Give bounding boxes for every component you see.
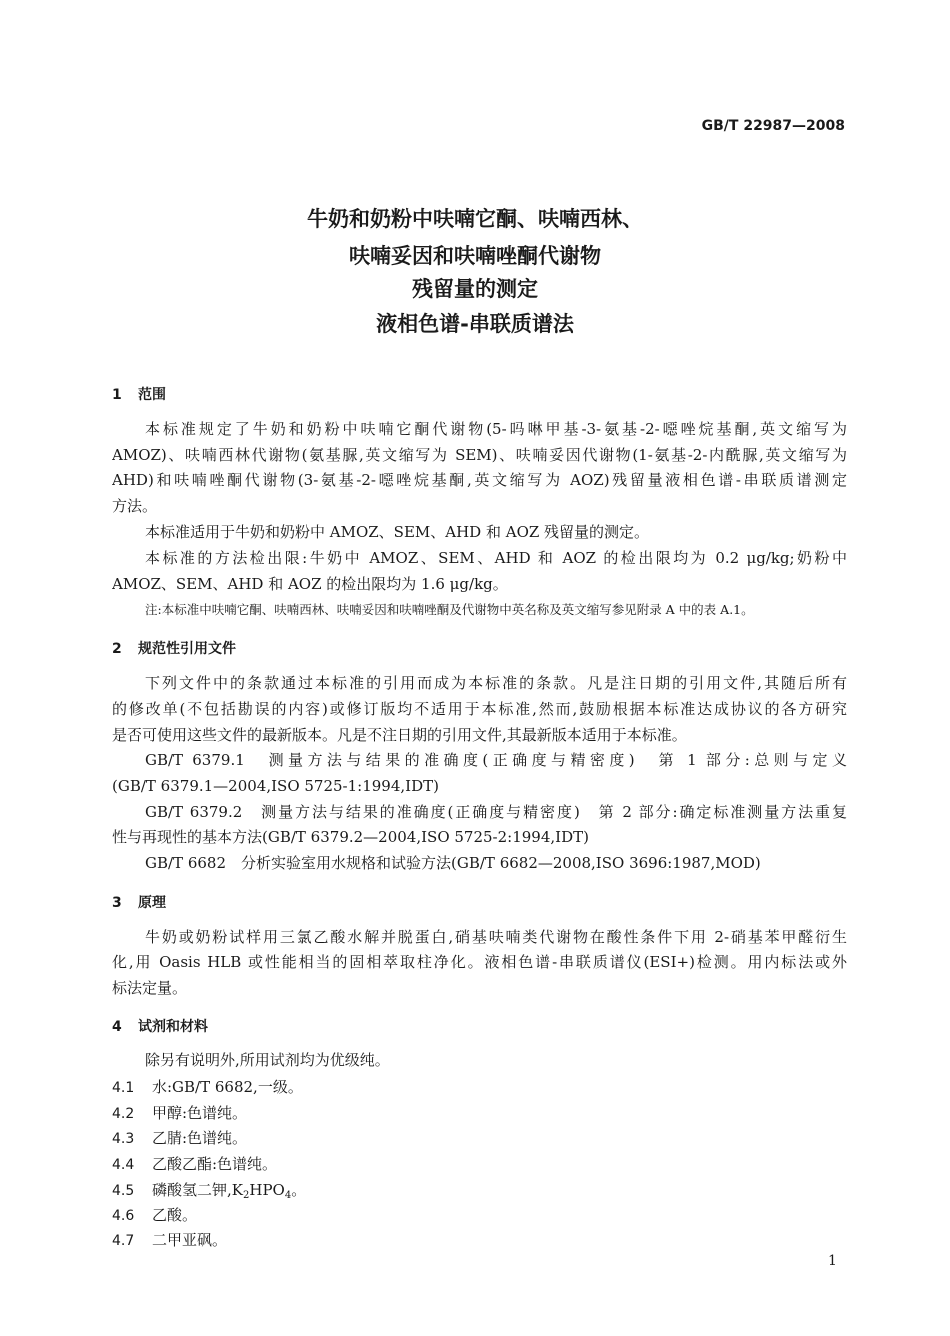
reagent-text: 乙腈:色谱纯。 [152,1129,248,1147]
scope-p2: 本标准适用于牛奶和奶粉中 AMOZ、SEM、AHD 和 AOZ 残留量的测定。 [145,523,650,541]
reagent-text: 二甲亚砜。 [152,1231,228,1249]
normref-r1-line-2: (GB/T 6379.1—2004,ISO 5725-1:1994,IDT) [112,777,439,795]
reagent-number: 4.5 [112,1183,135,1199]
section-number: 2 [112,641,122,657]
reagent-number: 4.3 [112,1131,135,1147]
reagent-number: 4.1 [112,1080,135,1096]
reagent-item [112,1229,227,1250]
title-line-1: 牛奶和奶粉中呋喃它酮、呋喃西林、 [307,207,643,231]
subscript: 2 [242,1190,250,1201]
reagent-text: 乙酸乙酯:色谱纯。 [152,1155,278,1173]
section-number: 4 [112,1019,122,1035]
reagent-item [112,1076,303,1097]
reagent-text: HPO [249,1181,285,1199]
reagents-intro: 除另有说明外,所用试剂均为优级纯。 [145,1051,390,1069]
subscript: 4 [284,1190,292,1201]
reagent-text: 磷酸氢二钾,K [152,1181,243,1199]
reagent-item [112,1204,197,1225]
section-number: 1 [112,387,122,403]
reagent-item [112,1127,247,1148]
section-title: 范围 [138,387,166,403]
section-title: 规范性引用文件 [138,641,236,657]
reagent-text: 水:GB/T 6682,一级。 [152,1078,303,1096]
scope-note: 注:本标准中呋喃它酮、呋喃西林、呋喃妥因和呋喃唑酮及代谢物中英名称及英文缩写参见附录 A 中的表 A.1。 [145,602,754,617]
section-title: 试剂和材料 [138,1019,208,1035]
section-title: 原理 [138,895,166,911]
page-number: 1 [828,1253,837,1269]
principle-line-2: 化,用 Oasis HLB 或性能相当的固相萃取柱净化。液相色谱-串联质谱仪(ESI+)检测。用内标法或外 [112,953,847,971]
scope-p1-line-3: AHD)和呋喃唑酮代谢物(3-氨基-2-噁唑烷基酮,英文缩写为 AOZ)残留量液相色谱-串联质谱测定 [112,471,847,489]
title-line-3: 残留量的测定 [412,277,538,301]
principle-line-1: 牛奶或奶粉试样用三氯乙酸水解并脱蛋白,硝基呋喃类代谢物在酸性条件下用 2-硝基苯甲醛衍生 [145,928,847,946]
title-line-2: 呋喃妥因和呋喃唑酮代谢物 [349,244,601,268]
normref-r2-line-2: 性与再现性的基本方法(GB/T 6379.2—2004,ISO 5725-2:1994,IDT) [112,828,589,846]
reagent-number: 4.4 [112,1157,135,1173]
reagent-number: 4.7 [112,1233,135,1249]
section-3-heading [112,892,166,912]
normref-p1-line-2: 的修改单(不包括勘误的内容)或修订版均不适用于本标准,然而,鼓励根据本标准达成协议的各方研究 [112,700,847,718]
principle-line-3: 标法定量。 [112,979,188,997]
section-2-heading [112,638,236,658]
reagent-number: 4.2 [112,1106,135,1122]
title-line-4: 液相色谱-串联质谱法 [376,312,574,336]
scope-p3-line-1: 本标准的方法检出限:牛奶中 AMOZ、SEM、AHD 和 AOZ 的检出限均为 0.2 μg/kg;奶粉中 [145,549,847,567]
reagent-text: 。 [291,1181,307,1199]
normref-r2-line-1: GB/T 6379.2 测量方法与结果的准确度(正确度与精密度) 第 2 部分:确定标准测量方法重复 [145,803,847,821]
normref-p1-line-3: 是否可使用这些文件的最新版本。凡是不注日期的引用文件,其最新版本适用于本标准。 [112,726,687,744]
reagent-item [112,1179,306,1201]
standard-code: GB/T 22987—2008 [701,118,845,134]
scope-p1-line-4: 方法。 [112,497,158,515]
section-1-heading [112,384,166,404]
scope-p3-line-2: AMOZ、SEM、AHD 和 AOZ 的检出限均为 1.6 μg/kg。 [112,575,508,593]
reagent-text: 甲醇:色谱纯。 [152,1104,248,1122]
normref-r3: GB/T 6682 分析实验室用水规格和试验方法(GB/T 6682—2008,ISO 3696:1987,MOD) [145,854,761,872]
section-4-heading [112,1016,208,1036]
section-number: 3 [112,895,122,911]
reagent-item [112,1102,247,1123]
reagent-text: 乙酸。 [152,1206,198,1224]
reagent-item [112,1153,277,1174]
normref-r1-line-1: GB/T 6379.1 测量方法与结果的准确度(正确度与精密度) 第 1 部分:总则与定义 [145,751,847,769]
scope-p1-line-1: 本标准规定了牛奶和奶粉中呋喃它酮代谢物(5-吗啉甲基-3-氨基-2-噁唑烷基酮,英文缩写为 [145,420,847,438]
scope-p1-line-2: AMOZ)、呋喃西林代谢物(氨基脲,英文缩写为 SEM)、呋喃妥因代谢物(1-氨基-2-内酰脲,英文缩写为 [112,446,847,464]
reagent-number: 4.6 [112,1208,135,1224]
normref-p1-line-1: 下列文件中的条款通过本标准的引用而成为本标准的条款。凡是注日期的引用文件,其随后所有 [145,674,847,692]
